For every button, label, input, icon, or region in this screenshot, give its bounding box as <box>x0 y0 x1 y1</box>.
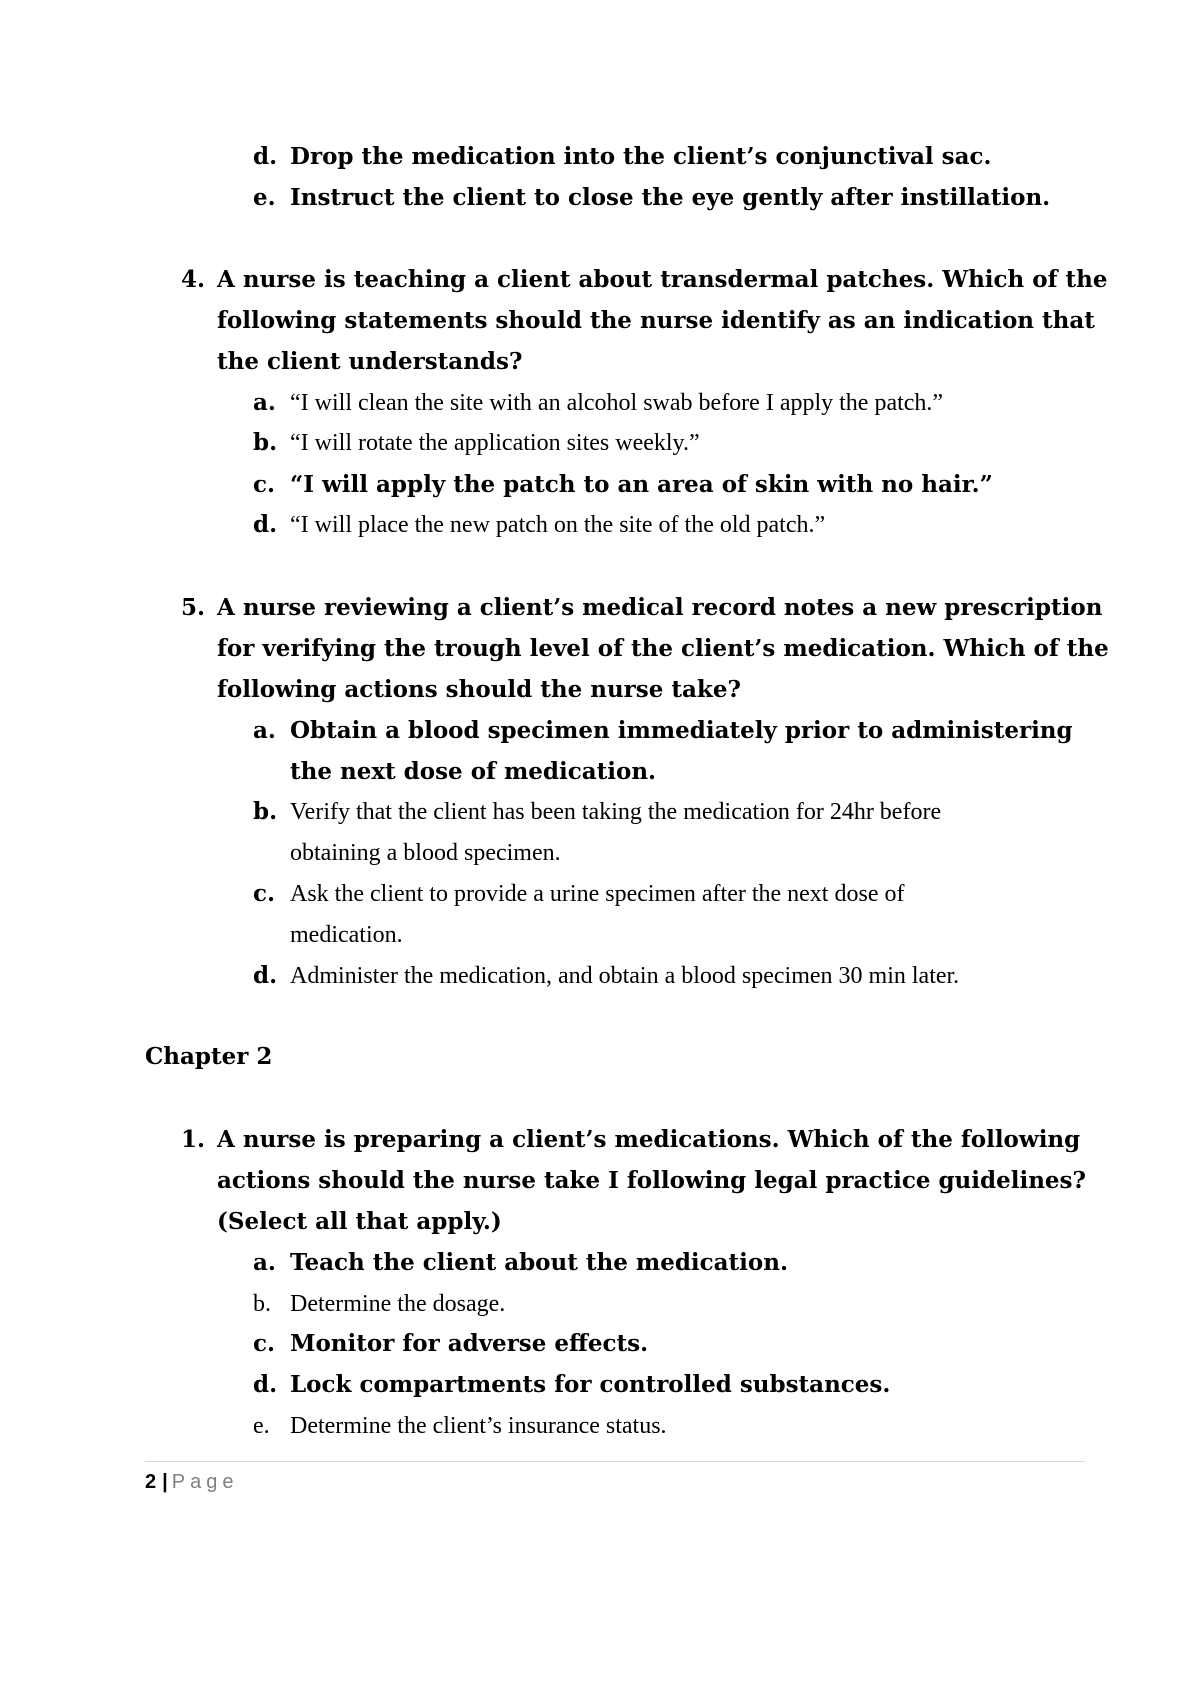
option-marker: a. <box>253 717 276 744</box>
option-marker: a. <box>253 389 276 416</box>
question-text-line: A nurse reviewing a client’s medical record notes a new prescription <box>217 594 1103 621</box>
question-text-line: the client understands? <box>217 348 523 375</box>
option-marker: b. <box>253 1291 271 1317</box>
option-text: Verify that the client has been taking the medication for 24hr before <box>290 799 942 825</box>
question-text-line: A nurse is teaching a client about transdermal patches. Which of the <box>217 266 1108 293</box>
question-text-line: following actions should the nurse take? <box>217 676 741 703</box>
option-marker: d. <box>253 962 278 989</box>
question-text-line: (Select all that apply.) <box>217 1208 502 1235</box>
question-text-line: for verifying the trough level of the client’s medication. Which of the <box>217 635 1109 662</box>
option-text-correct: Monitor for adverse effects. <box>290 1330 649 1357</box>
question-text-line: following statements should the nurse identify as an indication that <box>217 307 1095 334</box>
question-number: 4. <box>181 266 206 293</box>
option-text: Ask the client to provide a urine specimen after the next dose of <box>290 881 905 907</box>
option-text-correct: Obtain a blood specimen immediately prior to administering <box>290 717 1073 744</box>
option-text: obtaining a blood specimen. <box>290 840 561 866</box>
option-marker: a. <box>253 1249 276 1276</box>
option-marker: e. <box>253 184 276 211</box>
option-text-correct: “I will apply the patch to an area of skin with no hair.” <box>290 471 993 498</box>
chapter-heading: Chapter 2 <box>145 1043 273 1070</box>
option-text: “I will rotate the application sites weekly.” <box>290 430 700 456</box>
option-marker: c. <box>253 1330 276 1357</box>
option-text: Determine the client’s insurance status. <box>290 1413 667 1439</box>
option-marker: d. <box>253 511 278 538</box>
footer-rule <box>145 1461 1085 1462</box>
option-marker: b. <box>253 798 278 825</box>
footer-separator: | <box>162 1471 168 1493</box>
question-text-line: actions should the nurse take I following legal practice guidelines? <box>217 1167 1086 1194</box>
option-marker: d. <box>253 1371 278 1398</box>
option-text-correct: Teach the client about the medication. <box>290 1249 788 1276</box>
option-text: medication. <box>290 922 403 948</box>
question-number: 5. <box>181 594 206 621</box>
question-text-line: A nurse is preparing a client’s medications. Which of the following <box>217 1126 1081 1153</box>
option-marker: e. <box>253 1413 270 1439</box>
option-marker: c. <box>253 880 276 907</box>
option-text: Instruct the client to close the eye gently after instillation. <box>290 184 1051 211</box>
page-footer <box>145 1468 238 1496</box>
option-text-correct: Lock compartments for controlled substances. <box>290 1371 891 1398</box>
question-number: 1. <box>181 1126 206 1153</box>
option-text-correct: the next dose of medication. <box>290 758 657 785</box>
option-text: Administer the medication, and obtain a blood specimen 30 min later. <box>290 963 960 989</box>
option-text: Determine the dosage. <box>290 1291 506 1317</box>
page-label: Page <box>171 1471 239 1493</box>
option-text: “I will place the new patch on the site of the old patch.” <box>290 512 826 538</box>
option-marker: c. <box>253 471 276 498</box>
page-number: 2 <box>145 1471 157 1493</box>
option-text: Drop the medication into the client’s conjunctival sac. <box>290 143 992 170</box>
option-text: “I will clean the site with an alcohol swab before I apply the patch.” <box>290 390 944 416</box>
option-marker: b. <box>253 429 278 456</box>
option-marker: d. <box>253 143 278 170</box>
